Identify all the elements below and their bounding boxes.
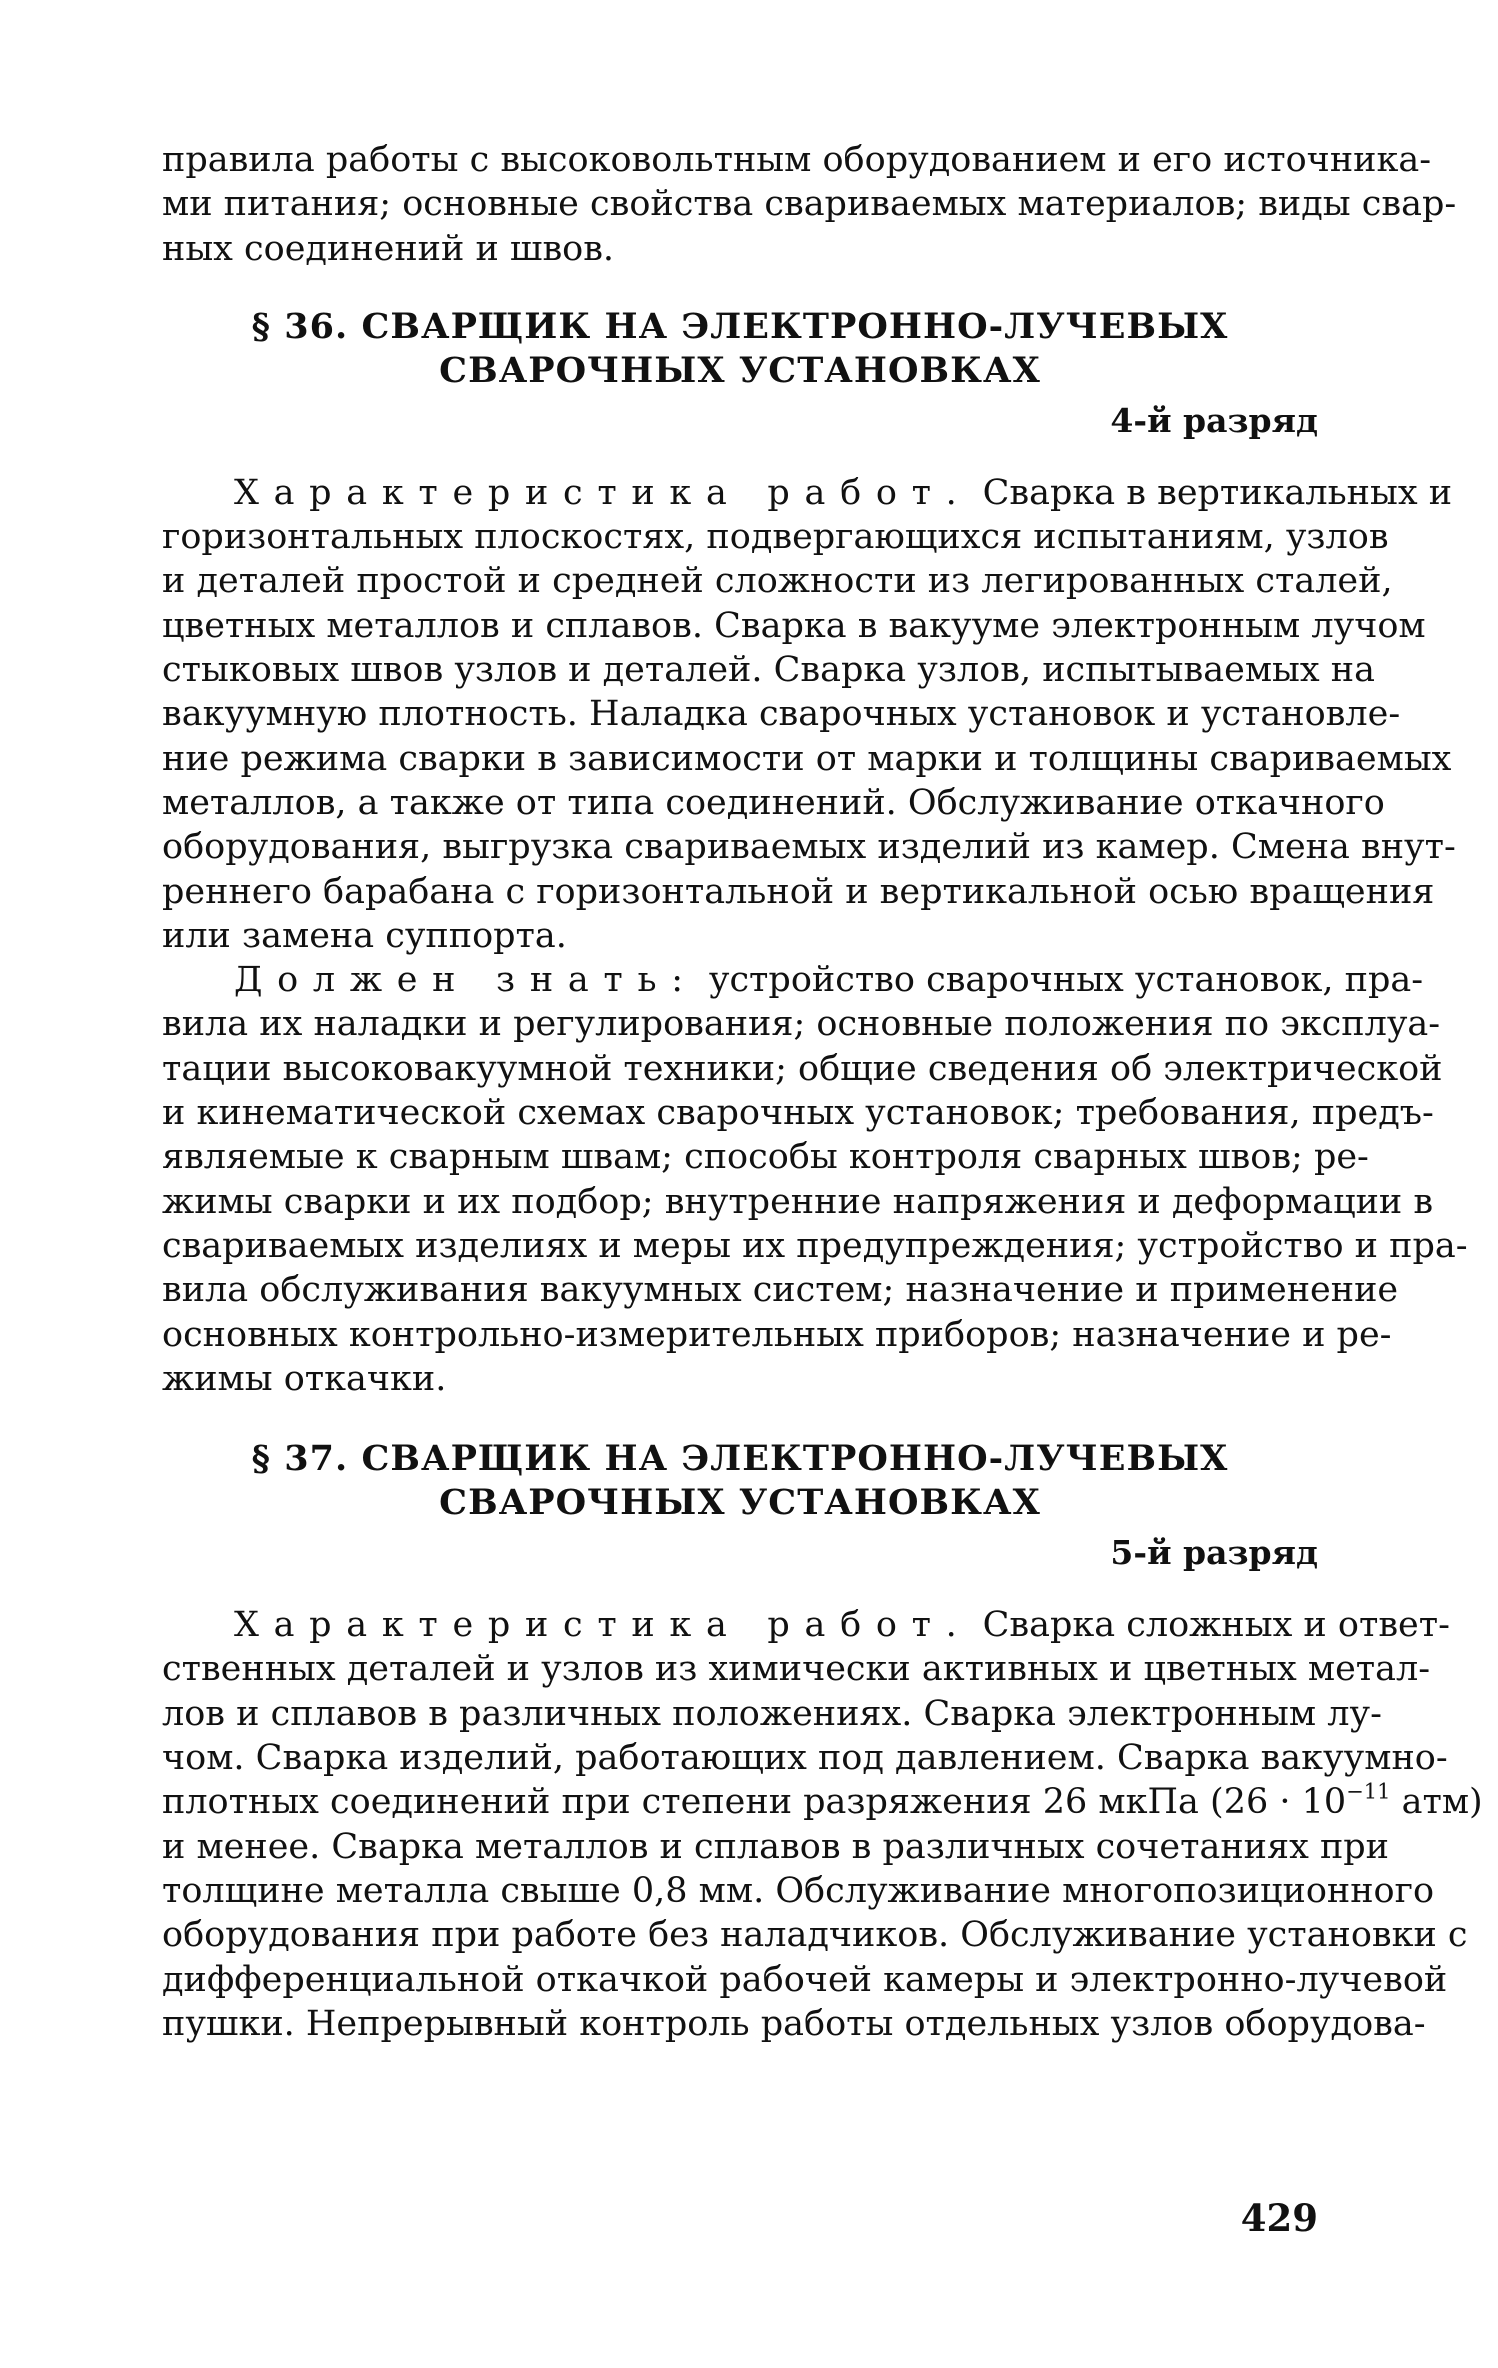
characteristics-line: и менее. Сварка металлов и сплавов в различных сочетаниях при bbox=[162, 1826, 1389, 1867]
section-36-characteristics bbox=[162, 471, 1456, 958]
must-know-line: и кинематической схемах сварочных установок; требования, предъ- bbox=[162, 1093, 1434, 1134]
intro-paragraph bbox=[162, 138, 1457, 271]
characteristics-line: стыковых швов узлов и деталей. Сварка узлов, испытываемых на bbox=[162, 650, 1375, 691]
section-36 bbox=[162, 305, 1468, 1401]
characteristics-line: ние режима сварки в зависимости от марки и толщины свариваемых bbox=[162, 738, 1452, 779]
characteristics-line: или замена суппорта. bbox=[162, 915, 567, 956]
must-know-line: свариваемых изделиях и меры их предупреждения; устройство и пра- bbox=[162, 1225, 1468, 1266]
characteristics-line: толщине металла свыше 0,8 мм. Обслуживание многопозиционного bbox=[162, 1870, 1435, 1911]
intro-line-2: ми питания; основные свойства свариваемых материалов; виды свар- bbox=[162, 184, 1457, 225]
must-know-line: жимы откачки. bbox=[162, 1358, 447, 1399]
characteristics-line: оборудования при работе без наладчиков. Обслуживание установки с bbox=[162, 1915, 1468, 1956]
document-page bbox=[162, 138, 1483, 2240]
unit-text: атм) bbox=[1390, 1782, 1483, 1823]
characteristics-line: вакуумную плотность. Наладка сварочных установок и установле- bbox=[162, 694, 1401, 735]
characteristics-line: чом. Сварка изделий, работающих под давлением. Сварка вакуумно- bbox=[162, 1738, 1448, 1779]
characteristics-line: оборудования, выгрузка свариваемых изделий из камер. Смена внут- bbox=[162, 827, 1456, 868]
section-36-grade: 4-й разряд bbox=[1110, 400, 1318, 440]
section-36-heading-line-2: СВАРОЧНЫХ УСТАНОВКАХ bbox=[439, 349, 1041, 391]
must-know-label: Должен знать: bbox=[234, 960, 698, 1001]
characteristics-line: дифференциальной откачкой рабочей камеры и электронно-лучевой bbox=[162, 1959, 1448, 2000]
characteristics-line: металлов, а также от типа соединений. Обслуживание откачного bbox=[162, 782, 1385, 823]
section-36-must-know bbox=[162, 958, 1468, 1401]
intro-line-3: ных соединений и швов. bbox=[162, 228, 615, 269]
characteristics-line: лов и сплавов в различных положениях. Сварка электронным лу- bbox=[162, 1693, 1382, 1734]
section-37-grade: 5-й разряд bbox=[1110, 1533, 1318, 1573]
exponent: −11 bbox=[1346, 1779, 1391, 1804]
section-37-heading-line-2: СВАРОЧНЫХ УСТАНОВКАХ bbox=[439, 1482, 1041, 1524]
characteristics-label: Характеристика работ. bbox=[234, 472, 972, 513]
must-know-line: основных контрольно-измерительных приборов; назначение и ре- bbox=[162, 1314, 1392, 1355]
section-36-heading-line-1: § 36. СВАРЩИК НА ЭЛЕКТРОННО-ЛУЧЕВЫХ bbox=[251, 305, 1229, 347]
must-know-line bbox=[162, 958, 1424, 1002]
characteristics-line: пушки. Непрерывный контроль работы отдельных узлов оборудова- bbox=[162, 2003, 1426, 2044]
characteristics-line-text: Сварка в вертикальных и bbox=[982, 472, 1453, 513]
must-know-line: вила обслуживания вакуумных систем; назначение и применение bbox=[162, 1270, 1399, 1311]
page-number: 429 bbox=[1240, 2196, 1318, 2240]
must-know-line-text: устройство сварочных установок, пра- bbox=[708, 960, 1424, 1001]
characteristics-label: Характеристика работ. bbox=[234, 1605, 972, 1646]
section-37-heading-line-1: § 37. СВАРЩИК НА ЭЛЕКТРОННО-ЛУЧЕВЫХ bbox=[251, 1438, 1229, 1480]
characteristics-line bbox=[162, 1779, 1483, 1824]
must-know-line: жимы сварки и их подбор; внутренние напряжения и деформации в bbox=[162, 1181, 1434, 1222]
section-37-characteristics bbox=[162, 1603, 1483, 2046]
characteristics-line bbox=[162, 471, 1453, 515]
characteristics-line: цветных металлов и сплавов. Сварка в вакууме электронным лучом bbox=[162, 605, 1426, 646]
characteristics-line: реннего барабана с горизонтальной и вертикальной осью вращения bbox=[162, 871, 1435, 912]
characteristics-line-text: плотных соединений при степени разряжения 26 мкПа (26 · 10 bbox=[162, 1782, 1347, 1823]
characteristics-line: горизонтальных плоскостях, подвергающихся испытаниям, узлов bbox=[162, 517, 1389, 558]
characteristics-line bbox=[162, 1603, 1450, 1647]
characteristics-line-text: Сварка сложных и ответ- bbox=[982, 1605, 1450, 1646]
characteristics-line: ственных деталей и узлов из химически активных и цветных метал- bbox=[162, 1649, 1431, 1690]
intro-line-1: правила работы с высоковольтным оборудованием и его источника- bbox=[162, 140, 1432, 180]
must-know-line: тации высоковакуумной техники; общие сведения об электрической bbox=[162, 1048, 1443, 1089]
section-37 bbox=[162, 1437, 1483, 2046]
characteristics-line: и деталей простой и средней сложности из легированных сталей, bbox=[162, 561, 1393, 602]
must-know-line: являемые к сварным швам; способы контроля сварных швов; ре- bbox=[162, 1137, 1369, 1178]
must-know-line: вила их наладки и регулирования; основные положения по эксплуа- bbox=[162, 1004, 1441, 1045]
